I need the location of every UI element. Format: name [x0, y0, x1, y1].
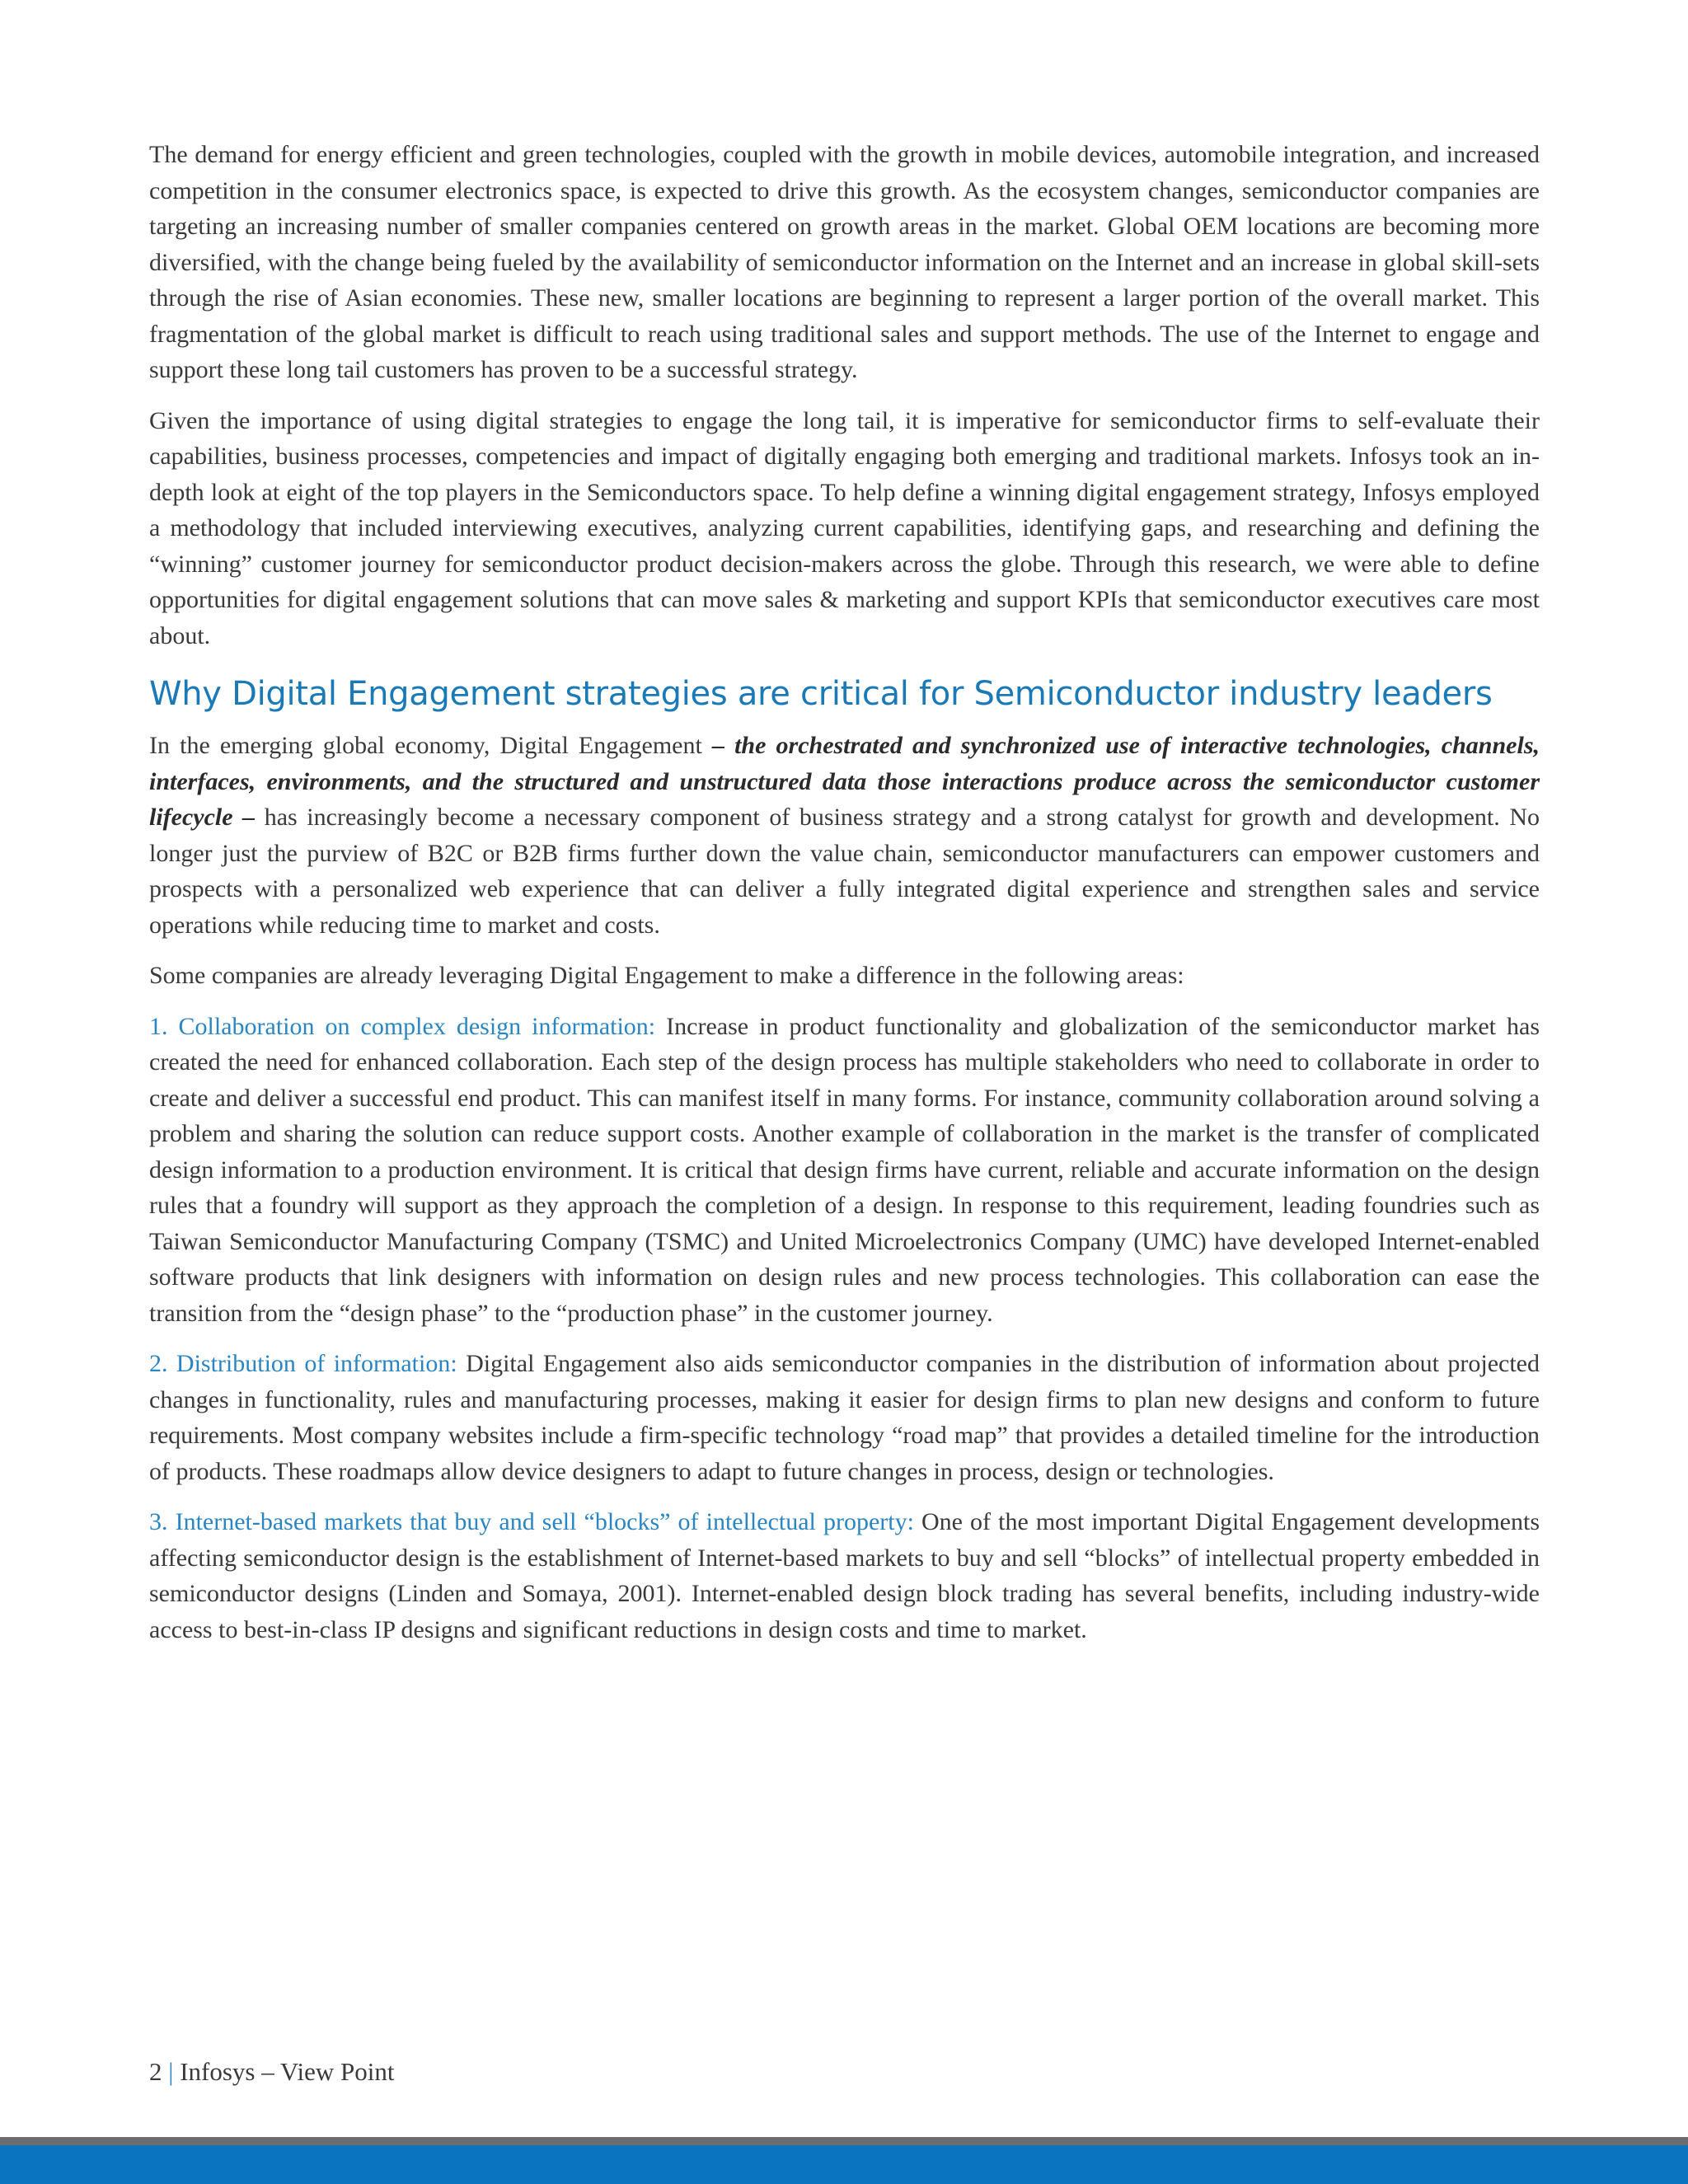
item-text-distribution: Digital Engagement also aids semiconductor companies in the distribution of information about projected changes in functionality, rules and manufacturing processes, making it easier for design firms to plan new designs and conform to future requirements. Most company websites include a firm-specific technology “road map” that provides a detailed timeline for the introduction of products. These roadmaps allow device designers to adapt to future changes in process, design or technologies. — [149, 1350, 1540, 1485]
section-heading: Why Digital Engagement strategies are critical for Semiconductor industry leaders — [149, 675, 1493, 713]
page-footer — [149, 2055, 394, 2088]
paragraph-importance: Given the importance of using digital strategies to engage the long tail, it is imperative for semiconductor firms to self-evaluate their capabilities, business processes, competencies and impact of digitally engaging both emerging and traditional markets. Infosys took an in-depth look at eight of the top players in the Semiconductors space. To help define a winning digital engagement strategy, Infosys employed a methodology that included interviewing executives, analyzing current capabilities, identifying gaps, and researching and defining the “winning” customer journey for semiconductor product decision-makers across the globe. Through this research, we were able to define opportunities for digital engagement solutions that can move sales & marketing and support KPIs that semiconductor executives care most about. — [149, 406, 1540, 649]
intro-after: has increasingly become a necessary component of business strategy and a strong catalyst for growth and development. No longer just the purview of B2C or B2B firms further down the value chain, semiconductor manufacturers can empower customers and prospects with a personalized web experience that can deliver a fully integrated digital experience and strengthen sales and service operations while reducing time to market and costs. — [149, 804, 1540, 939]
item-label-distribution: 2. Distribution of information: — [149, 1350, 457, 1377]
item-label-ip-markets: 3. Internet-based markets that buy and sell “blocks” of intellectual property: — [149, 1508, 914, 1535]
item-label-collaboration: 1. Collaboration on complex design information: — [149, 1012, 656, 1040]
paragraph-digital-engagement-intro — [149, 728, 1540, 943]
page-content — [149, 137, 1540, 1662]
intro-before: In the emerging global economy, Digital Engagement — [149, 732, 712, 759]
list-item-distribution — [149, 1346, 1540, 1489]
page-number: 2 — [149, 2057, 162, 2086]
list-item-collaboration — [149, 1009, 1540, 1332]
item-text-ip-markets: One of the most important Digital Engagement developments affecting semiconductor design is the establishment of Internet-based markets to buy and sell “blocks” of intellectual property embedded in semiconductor designs (Linden and Somaya, 2001). Internet-enabled design block trading has several benefits, including industry-wide access to best-in-class IP designs and significant reductions in design costs and time to market. — [149, 1508, 1540, 1643]
publication-name: Infosys – View Point — [180, 2057, 395, 2086]
list-item-ip-markets — [149, 1504, 1540, 1647]
footer-separator: | — [168, 2057, 174, 2086]
item-text-collaboration: Increase in product functionality and globalization of the semiconductor market has created the need for enhanced collaboration. Each step of the design process has multiple stakeholders who need to collaborate in order to create and deliver a successful end product. This can manifest itself in many forms. For instance, community collaboration around solving a problem and sharing the solution can reduce support costs. Another example of collaboration in the market is the transfer of complicated design information to a production environment. It is critical that design firms have current, reliable and accurate information on the design rules that a foundry will support as they approach the completion of a design. In response to this requirement, leading foundries such as Taiwan Semiconductor Manufacturing Company (TSMC) and United Microelectronics Company (UMC) have developed Internet-enabled software products that link designers with information on design rules and new process technologies. This collaboration can ease the transition from the “design phase” to the “production phase” in the customer journey. — [149, 1012, 1540, 1327]
intro-emphasis: – the orchestrated and synchronized use of interactive technologies, channels, interfaces, environments, and the structured and unstructured data those interactions produce across the semiconductor customer lifecycle – — [149, 732, 1540, 831]
paragraph-lead-in: Some companies are already leveraging Digital Engagement to make a difference in the following areas: — [149, 962, 1184, 989]
paragraph-demand: The demand for energy efficient and green technologies, coupled with the growth in mobile devices, automobile integration, and increased competition in the consumer electronics space, is expected to drive this growth. As the ecosystem changes, semiconductor companies are targeting an increasing number of smaller companies centered on growth areas in the market. Global OEM locations are becoming more diversified, with the change being fueled by the availability of semiconductor information on the Internet and an increase in global skill-sets through the rise of Asian economies. These new, smaller locations are beginning to represent a larger portion of the overall market. This fragmentation of the global market is difficult to reach using traditional sales and support methods. The use of the Internet to engage and support these long tail customers has proven to be a successful strategy. — [149, 141, 1540, 383]
bottom-bar-grey — [0, 2137, 1688, 2145]
bottom-bar-blue — [0, 2145, 1688, 2184]
